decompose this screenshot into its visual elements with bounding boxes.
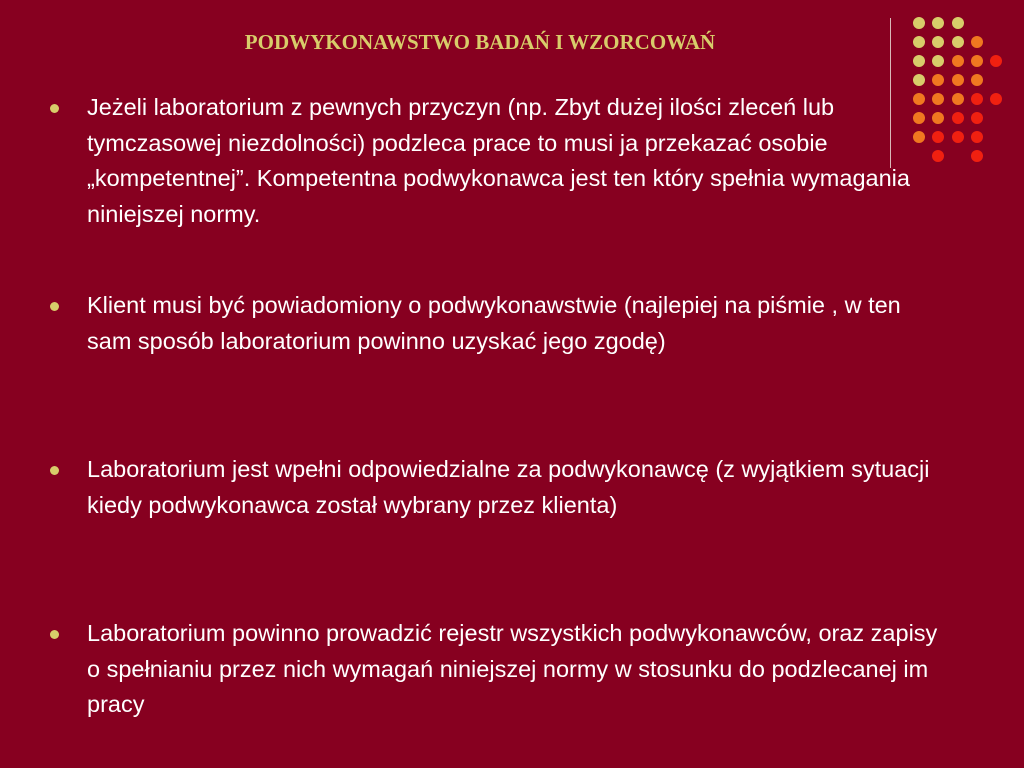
bullet-dot-icon: [50, 104, 59, 113]
bullet-text: Jeżeli laboratorium z pewnych przyczyn (np. Zbyt dużej ilości zleceń lub tymczasowej niezdolności) podzleca prace to musi ja przekazać osobie „kompetentnej”. Kompetentna podwykonawca jest ten który spełnia wymagania niniejszej normy.: [87, 94, 910, 227]
bullet-dot-icon: [50, 466, 59, 475]
bullet-dot-icon: [50, 630, 59, 639]
slide-title: PODWYKONAWSTWO BADAŃ I WZORCOWAŃ: [244, 30, 716, 54]
bullet-item: [48, 90, 948, 232]
bullet-item: [48, 616, 948, 723]
bullet-text: Laboratorium powinno prowadzić rejestr wszystkich podwykonawców, oraz zapisy o spełnianiu przez nich wymagań niniejszej normy w stosunku do podzlecanej im pracy: [87, 620, 938, 717]
bullet-dot-icon: [50, 302, 59, 311]
bullet-text: Laboratorium jest wpełni odpowiedzialne za podwykonawcę (z wyjątkiem sytuacji kiedy podwykonawca został wybrany przez klienta): [87, 456, 930, 518]
bullet-item: [48, 288, 948, 359]
bullet-text: Klient musi być powiadomiony o podwykonawstwie (najlepiej na piśmie , w ten sam sposób laboratorium powinno uzyskać jego zgodę): [87, 292, 901, 354]
bullet-item: [48, 452, 948, 523]
